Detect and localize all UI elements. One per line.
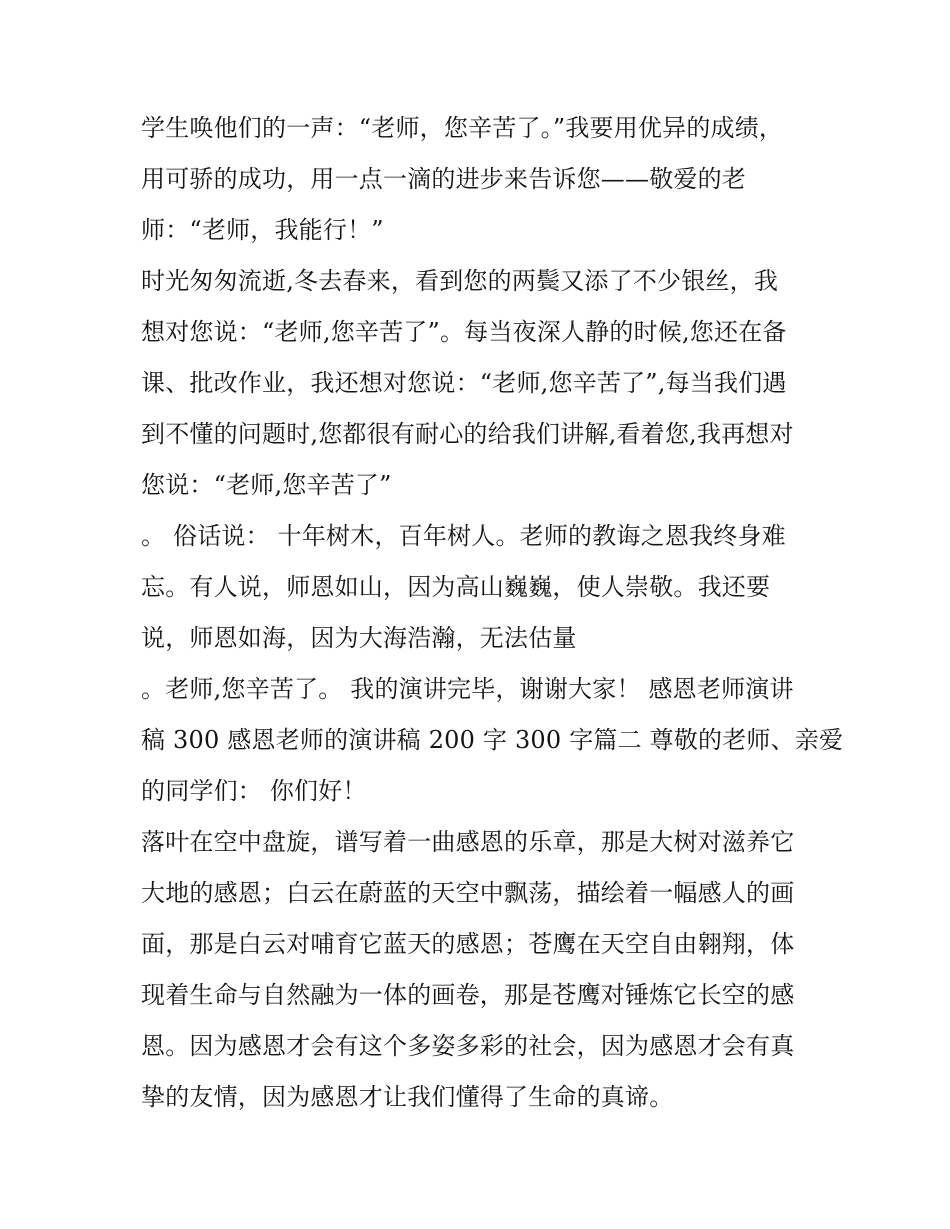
text-line: 现着生命与自然融为一体的画卷，那是苍鹰对锤炼它长空的感 xyxy=(141,981,795,1009)
text-line: 。老师,您辛苦了。 我的演讲完毕，谢谢大家！ 感恩老师演讲 xyxy=(141,675,794,703)
text-line: 。 俗话说： 十年树木，百年树人。老师的教诲之恩我终身难 xyxy=(141,522,786,550)
text-line: 您说：“老师,您辛苦了” xyxy=(141,471,392,499)
text-line: 到不懂的问题时,您都很有耐心的给我们讲解,看着您,我再想对 xyxy=(141,420,794,448)
text-line: 大地的感恩；白云在蔚蓝的天空中飘荡，描绘着一幅感人的画 xyxy=(141,879,795,907)
text-line: 想对您说：“老师,您辛苦了”。每当夜深人静的时候,您还在备 xyxy=(141,318,787,346)
text-line: 忘。有人说，师恩如山，因为高山巍巍，使人崇敬。我还要 xyxy=(141,573,771,601)
text-line: 的同学们： 你们好！ xyxy=(141,777,367,805)
text-line: 学生唤他们的一声：“老师，您辛苦了。”我要用优异的成绩， xyxy=(141,114,784,142)
text-line: 师：“老师，我能行！” xyxy=(141,216,384,244)
text-line: 课、批改作业，我还想对您说：“老师,您辛苦了”,每当我们遇 xyxy=(141,369,787,397)
text-line: 恩。因为感恩才会有这个多姿多彩的社会，因为感恩才会有真 xyxy=(141,1032,795,1060)
text-line: 说，师恩如海，因为大海浩瀚，无法估量 xyxy=(141,624,577,652)
text-line: 面，那是白云对哺育它蓝天的感恩；苍鹰在天空自由翱翔，体 xyxy=(141,930,795,958)
text-line: 时光匆匆流逝,冬去春来，看到您的两鬓又添了不少银丝，我 xyxy=(141,267,779,295)
text-line: 用可骄的成功，用一点一滴的进步来告诉您——敬爱的老 xyxy=(141,165,746,193)
speech-text-body xyxy=(141,103,844,1123)
text-line: 稿 300 感恩老师的演讲稿 200 字 300 字篇二 尊敬的老师、亲爱 xyxy=(141,726,844,754)
text-line: 挚的友情，因为感恩才让我们懂得了生命的真谛。 xyxy=(141,1083,674,1111)
text-line: 落叶在空中盘旋，谱写着一曲感恩的乐章，那是大树对滋养它 xyxy=(141,828,795,856)
